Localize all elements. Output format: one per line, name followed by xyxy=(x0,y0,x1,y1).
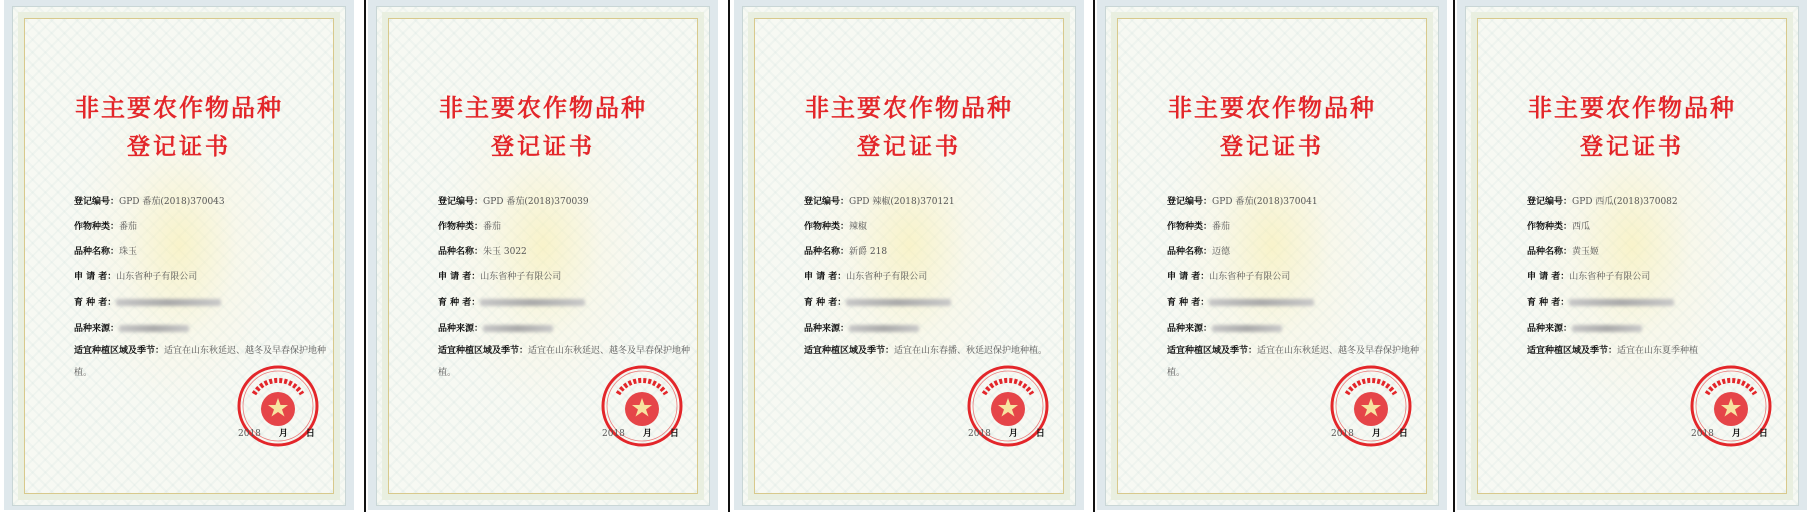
applicant-value: 山东省种子有限公司 xyxy=(1569,272,1651,282)
crop-type-row xyxy=(1167,219,1427,232)
image-divider xyxy=(1093,0,1095,512)
redacted-breeder xyxy=(480,299,585,306)
issue-date xyxy=(1331,426,1408,439)
planting-region-value: 适宜在山东秋延迟、越冬及早春保护地种植。 xyxy=(74,346,327,378)
redacted-breeder xyxy=(1569,299,1674,306)
certificate-2 xyxy=(368,0,718,510)
redacted-breeder xyxy=(116,299,221,306)
crop-type-value: 番茄 xyxy=(483,222,502,232)
applicant-row xyxy=(74,269,334,282)
variety-name-row xyxy=(74,244,334,257)
issue-year: 2018 xyxy=(1691,429,1714,439)
applicant-label: 申 请 者： xyxy=(1167,272,1210,282)
applicant-value: 山东省种子有限公司 xyxy=(1209,272,1291,282)
applicant-row xyxy=(804,269,1064,282)
registration-number-row xyxy=(804,194,1064,207)
planting-region-label: 适宜种植区域及季节： xyxy=(1167,346,1258,356)
variety-name-row xyxy=(438,244,698,257)
applicant-label: 申 请 者： xyxy=(804,272,847,282)
crop-type-value: 番茄 xyxy=(119,222,138,232)
planting-region-row xyxy=(1527,340,1787,362)
certificate-1 xyxy=(4,0,354,510)
redacted-source xyxy=(119,325,189,332)
planting-region-value: 适宜在山东秋延迟、越冬及早春保护地种植。 xyxy=(438,346,691,378)
breeder-row xyxy=(804,295,1064,308)
issue-month: 月 xyxy=(1008,429,1018,439)
variety-name-value: 黄玉姬 xyxy=(1572,247,1600,257)
image-divider xyxy=(1453,0,1455,512)
redacted-source xyxy=(483,325,553,332)
certificate-title: 非主要农作物品种 xyxy=(1528,94,1736,122)
issue-year: 2018 xyxy=(968,429,991,439)
breeder-label: 育 种 者： xyxy=(74,298,117,308)
crop-type-value: 辣椒 xyxy=(849,222,868,232)
certificate-subtitle: 登记证书 xyxy=(1220,133,1324,160)
variety-name-label: 品种名称： xyxy=(438,247,484,257)
variety-name-label: 品种名称： xyxy=(1527,247,1573,257)
redacted-source xyxy=(1212,325,1282,332)
issue-year: 2018 xyxy=(1331,429,1354,439)
planting-region-label: 适宜种植区域及季节： xyxy=(74,346,165,356)
registration-number-label: 登记编号： xyxy=(1527,197,1573,207)
issue-day: 日 xyxy=(305,429,315,439)
registration-number-row xyxy=(1167,194,1427,207)
crop-type-row xyxy=(438,219,698,232)
breeder-label: 育 种 者： xyxy=(1167,298,1210,308)
applicant-row xyxy=(1527,269,1787,282)
planting-region-value: 适宜在山东夏季种植 xyxy=(1617,346,1699,356)
issue-date xyxy=(602,426,679,439)
issue-month: 月 xyxy=(278,429,288,439)
image-divider xyxy=(728,0,730,512)
certificate-title: 非主要农作物品种 xyxy=(439,94,647,122)
redacted-breeder xyxy=(846,299,951,306)
crop-type-label: 作物种类： xyxy=(1527,222,1573,232)
applicant-value: 山东省种子有限公司 xyxy=(846,272,928,282)
certificate-subtitle: 登记证书 xyxy=(491,133,595,160)
certificate-title: 非主要农作物品种 xyxy=(805,94,1013,122)
registration-number-value: GPD 辣椒(2018)370121 xyxy=(849,197,955,207)
certificate-title: 非主要农作物品种 xyxy=(1168,94,1376,122)
variety-source-row xyxy=(804,321,1064,334)
variety-name-label: 品种名称： xyxy=(74,247,120,257)
redacted-source xyxy=(1572,325,1642,332)
variety-source-label: 品种来源： xyxy=(804,324,850,334)
registration-number-label: 登记编号： xyxy=(74,197,120,207)
applicant-value: 山东省种子有限公司 xyxy=(480,272,562,282)
applicant-value: 山东省种子有限公司 xyxy=(116,272,198,282)
registration-number-value: GPD 番茄(2018)370043 xyxy=(119,197,225,207)
breeder-label: 育 种 者： xyxy=(804,298,847,308)
applicant-row xyxy=(438,269,698,282)
variety-name-row xyxy=(804,244,1064,257)
issue-date xyxy=(968,426,1045,439)
issue-year: 2018 xyxy=(238,429,261,439)
variety-source-label: 品种来源： xyxy=(1527,324,1573,334)
issue-day: 日 xyxy=(669,429,679,439)
applicant-label: 申 请 者： xyxy=(1527,272,1570,282)
certificate-title: 非主要农作物品种 xyxy=(75,94,283,122)
issue-day: 日 xyxy=(1758,429,1768,439)
certificate-subtitle: 登记证书 xyxy=(127,133,231,160)
crop-type-row xyxy=(1527,219,1787,232)
variety-source-label: 品种来源： xyxy=(438,324,484,334)
breeder-row xyxy=(438,295,698,308)
registration-number-label: 登记编号： xyxy=(1167,197,1213,207)
issue-month: 月 xyxy=(1731,429,1741,439)
certificate-subtitle: 登记证书 xyxy=(1580,133,1684,160)
crop-type-label: 作物种类： xyxy=(1167,222,1213,232)
variety-name-label: 品种名称： xyxy=(1167,247,1213,257)
variety-source-row xyxy=(1527,321,1787,334)
variety-source-label: 品种来源： xyxy=(74,324,120,334)
registration-number-label: 登记编号： xyxy=(804,197,850,207)
breeder-label: 育 种 者： xyxy=(438,298,481,308)
breeder-row xyxy=(1167,295,1427,308)
variety-name-value: 珠玉 xyxy=(119,247,138,257)
planting-region-label: 适宜种植区域及季节： xyxy=(438,346,529,356)
issue-date xyxy=(1691,426,1768,439)
issue-day: 日 xyxy=(1035,429,1045,439)
registration-number-value: GPD 西瓜(2018)370082 xyxy=(1572,197,1678,207)
applicant-label: 申 请 者： xyxy=(438,272,481,282)
certificate-subtitle: 登记证书 xyxy=(857,133,961,160)
variety-source-row xyxy=(74,321,334,334)
issue-year: 2018 xyxy=(602,429,625,439)
breeder-row xyxy=(74,295,334,308)
crop-type-value: 西瓜 xyxy=(1572,222,1591,232)
variety-source-row xyxy=(1167,321,1427,334)
certificate-3 xyxy=(734,0,1084,510)
image-divider xyxy=(364,0,366,512)
registration-number-row xyxy=(1527,194,1787,207)
crop-type-row xyxy=(74,219,334,232)
registration-number-row xyxy=(74,194,334,207)
issue-month: 月 xyxy=(642,429,652,439)
certificate-5 xyxy=(1457,0,1807,510)
applicant-row xyxy=(1167,269,1427,282)
variety-name-row xyxy=(1167,244,1427,257)
applicant-label: 申 请 者： xyxy=(74,272,117,282)
crop-type-label: 作物种类： xyxy=(438,222,484,232)
crop-type-label: 作物种类： xyxy=(74,222,120,232)
planting-region-label: 适宜种植区域及季节： xyxy=(1527,346,1618,356)
variety-source-label: 品种来源： xyxy=(1167,324,1213,334)
planting-region-value: 适宜在山东春播、秋延迟保护地种植。 xyxy=(894,346,1048,356)
crop-type-label: 作物种类： xyxy=(804,222,850,232)
registration-number-value: GPD 番茄(2018)370039 xyxy=(483,197,589,207)
breeder-row xyxy=(1527,295,1787,308)
crop-type-value: 番茄 xyxy=(1212,222,1231,232)
variety-name-row xyxy=(1527,244,1787,257)
registration-number-row xyxy=(438,194,698,207)
issue-date xyxy=(238,426,315,439)
redacted-breeder xyxy=(1209,299,1314,306)
variety-name-value: 新爵 218 xyxy=(849,247,888,257)
issue-day: 日 xyxy=(1398,429,1408,439)
registration-number-value: GPD 番茄(2018)370041 xyxy=(1212,197,1318,207)
crop-type-row xyxy=(804,219,1064,232)
planting-region-value: 适宜在山东秋延迟、越冬及早春保护地种植。 xyxy=(1167,346,1420,378)
planting-region-label: 适宜种植区域及季节： xyxy=(804,346,895,356)
variety-source-row xyxy=(438,321,698,334)
breeder-label: 育 种 者： xyxy=(1527,298,1570,308)
planting-region-row xyxy=(804,340,1064,362)
issue-month: 月 xyxy=(1371,429,1381,439)
variety-name-label: 品种名称： xyxy=(804,247,850,257)
certificate-4 xyxy=(1097,0,1447,510)
variety-name-value: 迈德 xyxy=(1212,247,1231,257)
redacted-source xyxy=(849,325,919,332)
registration-number-label: 登记编号： xyxy=(438,197,484,207)
variety-name-value: 朱玉 3022 xyxy=(483,247,527,257)
